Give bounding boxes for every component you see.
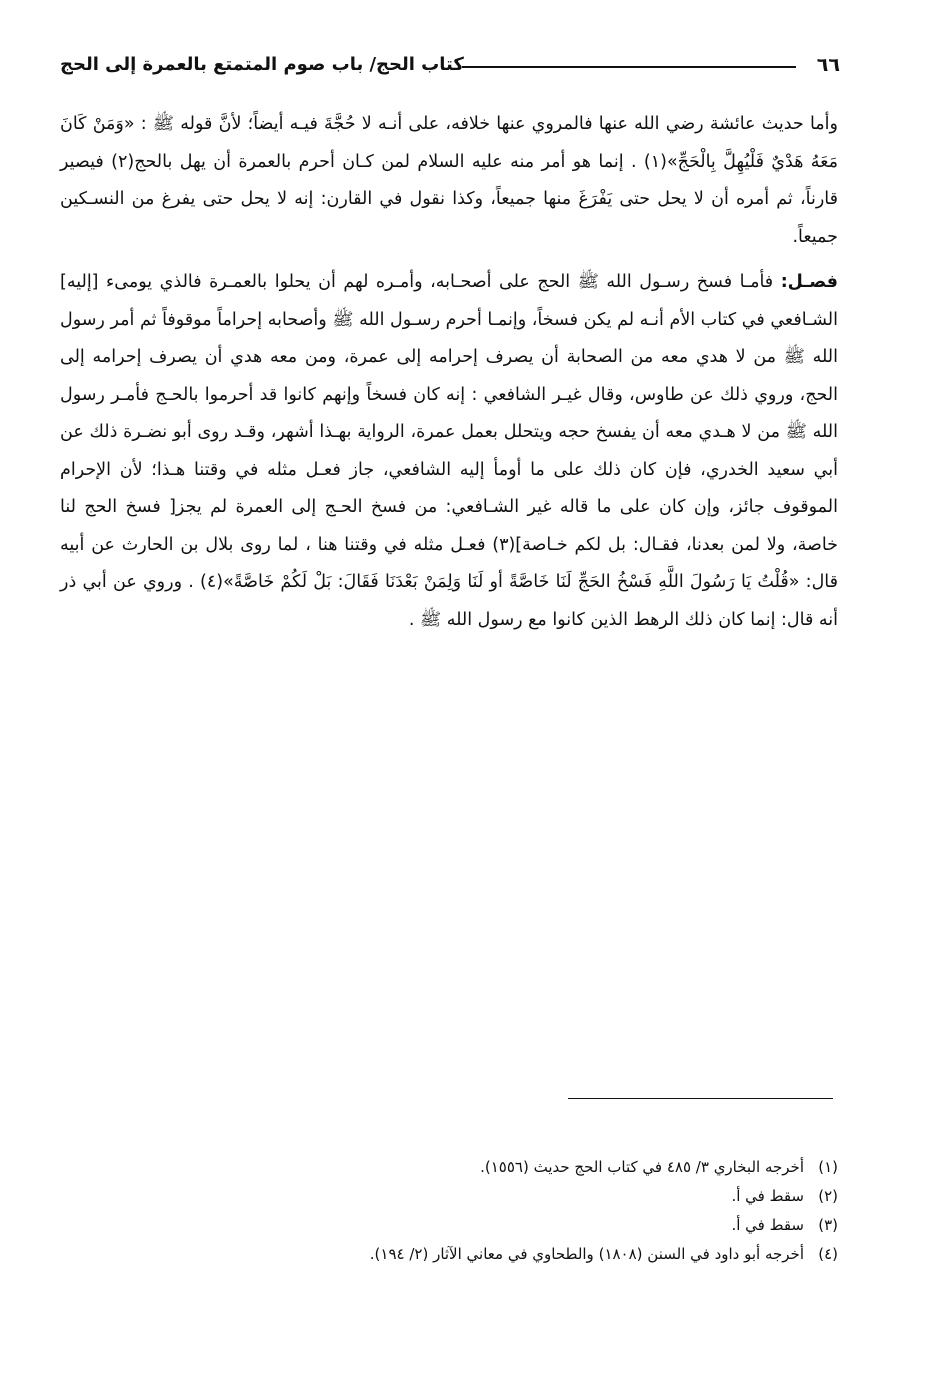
footnote-number: (٣) [818,1216,838,1234]
footnote-number: (٤) [818,1245,838,1263]
main-text [60,106,838,639]
footnote-1 [100,1153,838,1182]
footnote-text: أخرجه البخاري ٣/ ٤٨٥ في كتاب الحج حديث (١٥٥٦). [480,1158,804,1176]
footnotes [100,1153,838,1269]
footnote-text: سقط في أ. [731,1187,804,1205]
section-heading: فصـل: [780,272,838,292]
footnote-2 [100,1182,838,1211]
page-number: ٦٦ [816,54,840,76]
footnote-text: سقط في أ. [731,1216,804,1234]
footnote-text: أخرجه أبو داود في السنن (١٨٠٨) والطحاوي في معاني الآثار (٢/ ١٩٤). [369,1245,804,1263]
header-rule [462,66,796,68]
footnote-3 [100,1211,838,1240]
footnote-separator [568,1098,833,1099]
footnote-4 [100,1240,838,1269]
running-title: كتاب الحج/ باب صوم المتمتع بالعمرة إلى الحج [60,54,464,75]
footnote-number: (١) [818,1158,838,1176]
paragraph-2-text: فأمـا فسخ رسـول الله ﷺ الحج على أصحـابه، وأمـره لهم أن يحلوا بالعمـرة فالذي يومىء [إليه] الشـافعي في كتاب الأم أنـه لم يكن فسخاً، وإنمـا أحرم رسـول الله ﷺ وأصحابه إحراماً موقوفاً ثم أمر رسول الله ﷺ من لا هدي معه من الصحابة أن يصرف إحرامه إلى عمرة، ومن معه هدي أن يصرف إحرامه إلى الحج، وروي ذلك عن طاوس، وقال غيـر الشافعي : إنه كان فسخاً وإنهم كانوا قد أحرموا بالحـج فأمـر رسول الله ﷺ من لا هـدي معه أن يفسخ حجه ويتحلل بعمل عمرة، الرواية بهـذا أشهر، وقـد روى أبو نضـرة ذلك عن أبي سعيد الخدري، فإن كان ذلك على ما أومأ إليه الشافعي، جاز فعـل مثله في وقتنا هـذا؛ لأن الإحرام الموقوف جائز، وإن كان على ما قاله غير الشـافعي: من فسخ الحـج إلى العمرة لم يجز[ فسخ الحج لنا خاصة، ولا لمن بعدنا، فقـال: بل لكم خـاصة](٣) فعـل مثله في وقتنا هنا ، لما روى بلال بن الحارث عن أبيه قال: «قُلْتُ يَا رَسُولَ اللَّهِ فَسْخُ الحَجِّ لَنَا خَاصَّةً أو لَنَا وَلِمَنْ بَعْدَنَا فَقَالَ: بَلْ لَكُمْ خَاصَّةً»(٤) . وروي عن أبي ذر أنه قال: إنما كان ذلك الرهط الذين كانوا مع رسول الله ﷺ . [60,272,838,630]
footnote-number: (٢) [818,1187,838,1205]
paragraph-1: وأما حديث عائشة رضي الله عنها فالمروي عنها خلافه، على أنـه لا حُجَّةَ فيـه أيضاً؛ لأنَّ قوله ﷺ : «وَمَنْ كَانَ مَعَهُ هَدْيٌ فَلْيُهِلَّ بِالْحَجِّ»(١) . إنما هو أمر منه عليه السلام لمن كـان أحرم بالعمرة أن يهل بالحج(٢) فيصير قارناً، ثم أمره أن لا يحل حتى يَفْرَغَ منها جميعاً، وكذا نقول في القارن: إنه لا يحل حتى يفرغ من النسـكين جميعاً. [60,114,838,247]
paragraph-2 [60,264,838,639]
page-header [60,50,840,90]
